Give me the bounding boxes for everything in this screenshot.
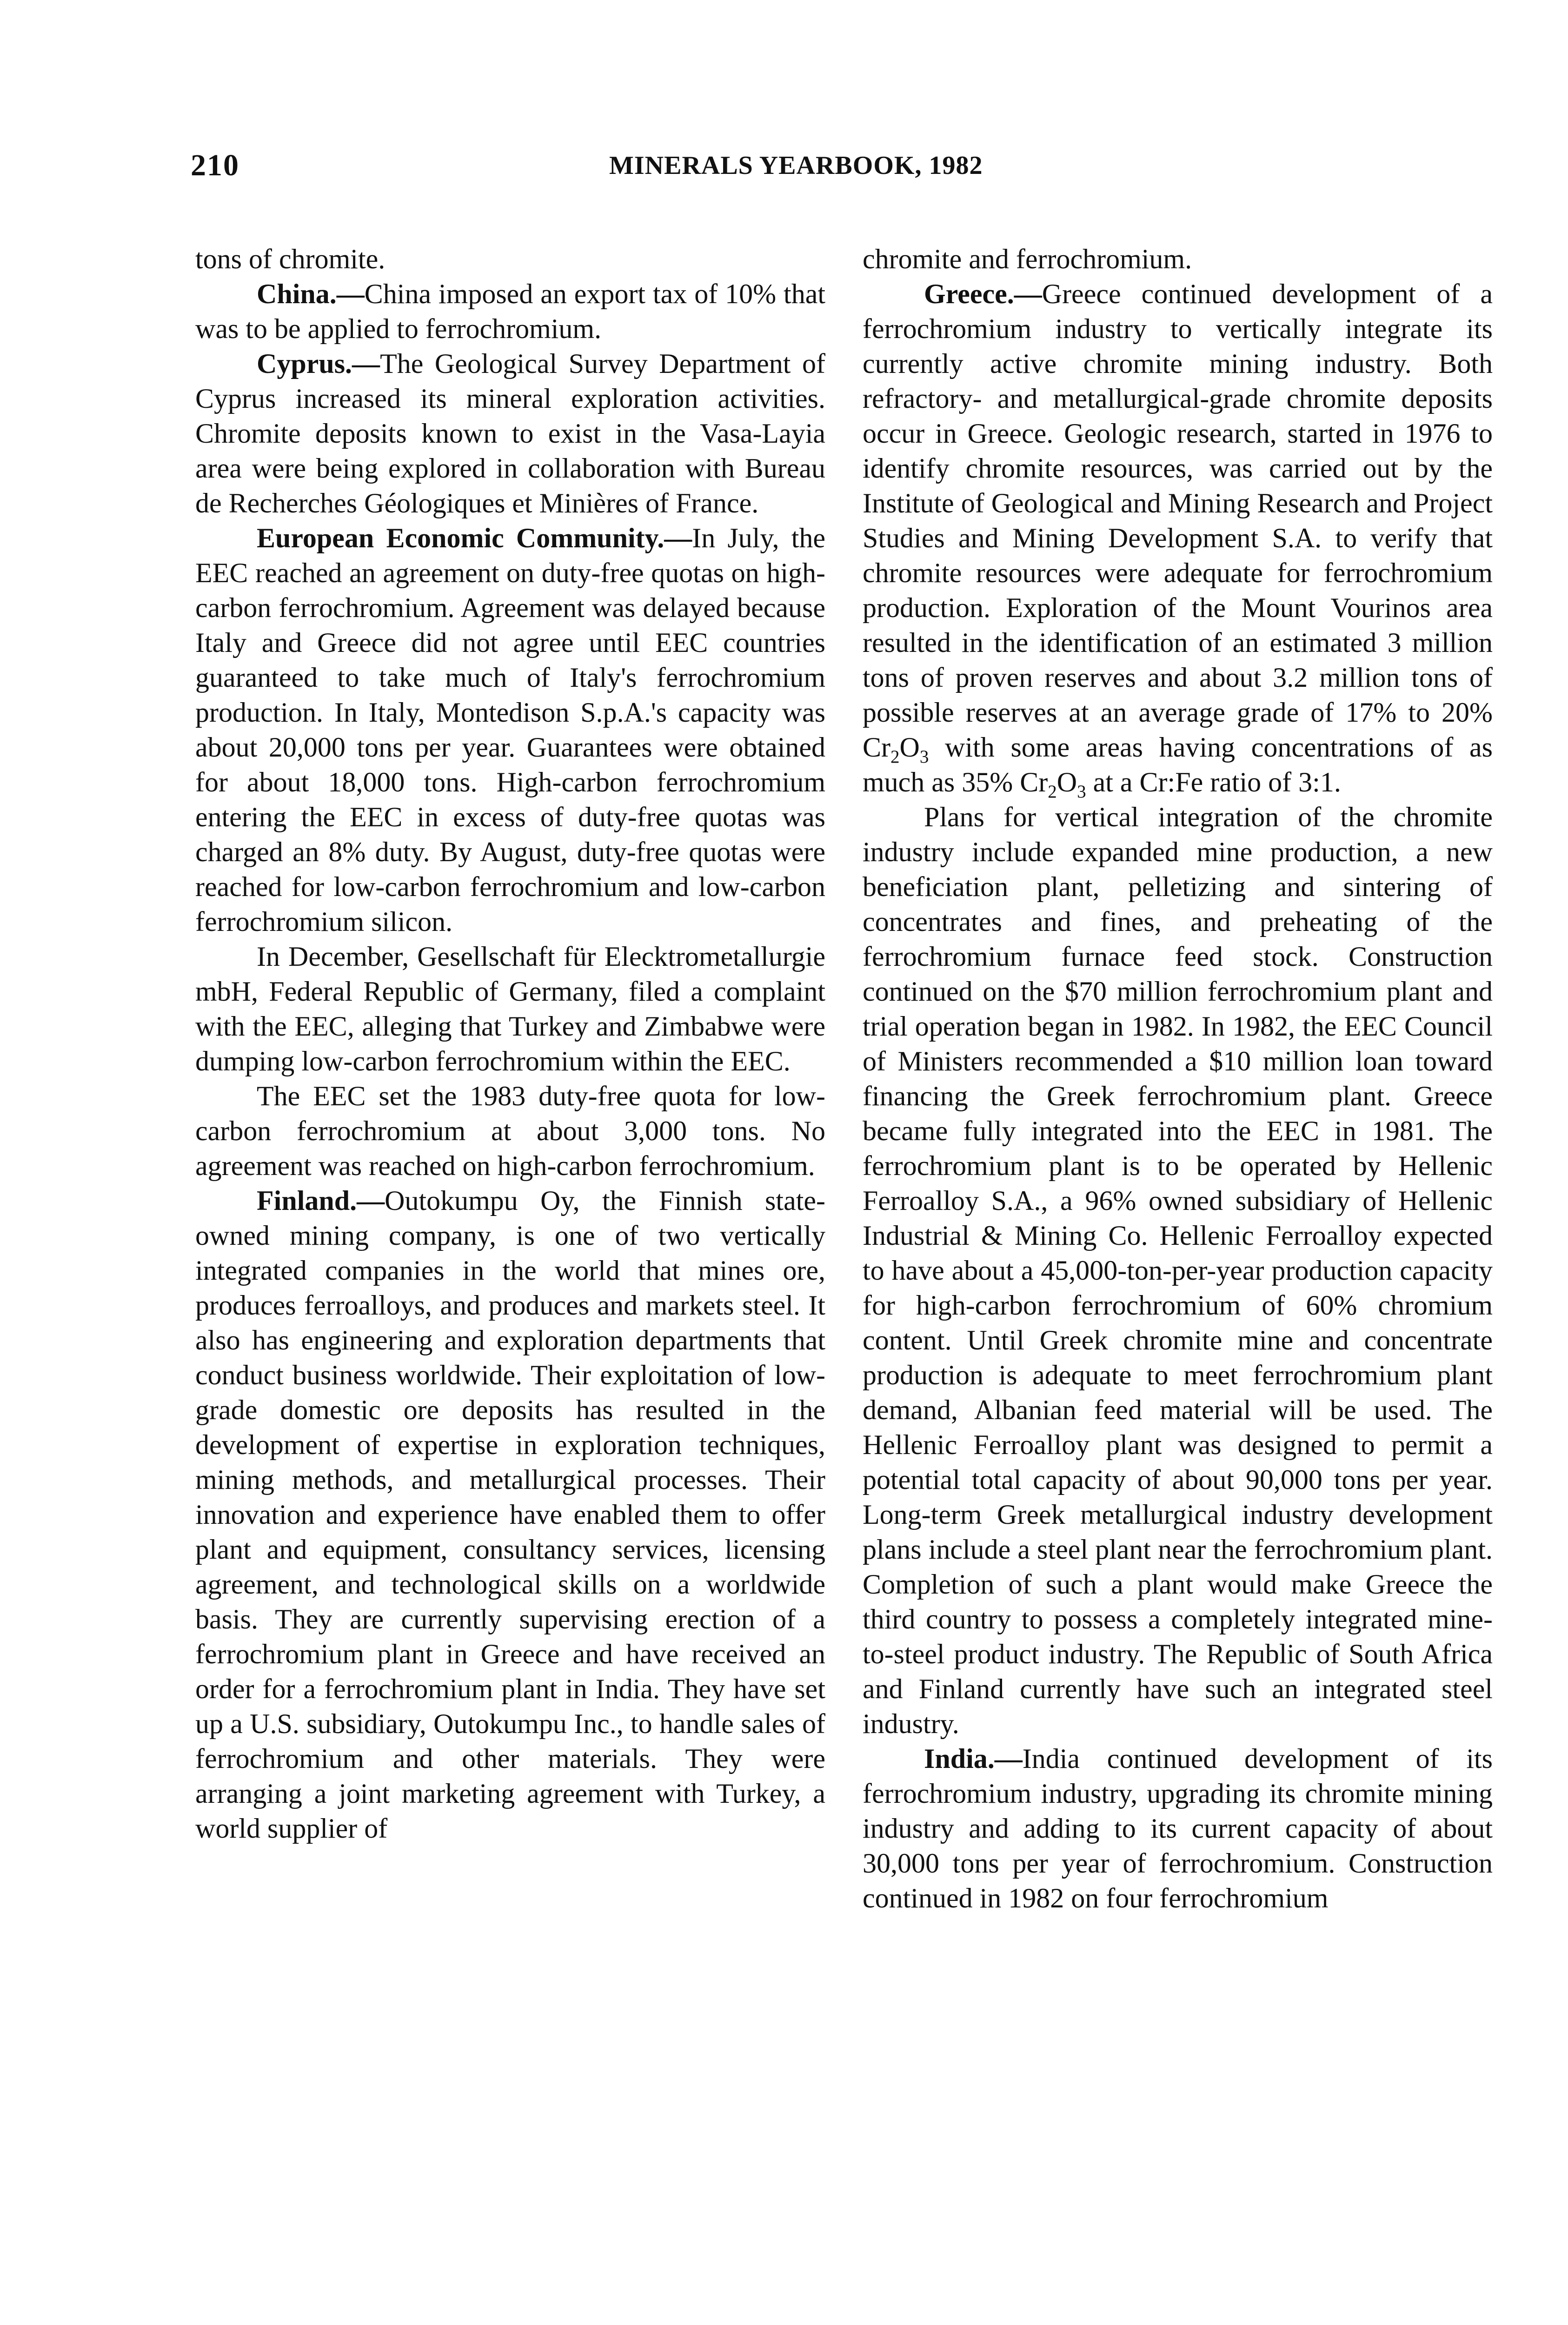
paragraph-china — [195, 277, 825, 346]
heading-greece: Greece.— — [924, 279, 1042, 309]
left-column — [195, 242, 825, 1846]
subscript-3: 3 — [1077, 782, 1086, 802]
paragraph-cyprus — [195, 346, 825, 521]
text-china: China imposed an export tax of 10% that was to be applied to ferrochromium. — [195, 279, 825, 344]
paragraph-greece — [863, 277, 1493, 800]
paragraph-eec-complaint: In December, Gesellschaft für Elecktrometallurgie mbH, Federal Republic of Germany, filed a complaint with the EEC, alleging that Turkey and Zimbabwe were dumping low-carbon ferrochromium within the EEC. — [195, 941, 825, 1076]
subscript-2: 2 — [890, 747, 900, 767]
paragraph-chromite-continuation: tons of chromite. — [195, 244, 385, 274]
text-greece-b: with some areas having concentrations of as much as 35% Cr — [863, 732, 1493, 797]
paragraph-turkey-continuation: chromite and ferrochromium. — [863, 244, 1192, 274]
oxide-o: O — [1056, 767, 1077, 797]
heading-india: India.— — [924, 1743, 1023, 1774]
text-greece-c: at a Cr:Fe ratio of 3:1. — [1086, 767, 1341, 797]
right-column — [863, 242, 1493, 1916]
paragraph-greece-plans: Plans for vertical integration of the chromite industry include expanded mine production, a new beneficiation plant, pelletizing and sintering of concentrates and fines, and preheating of the ferrochromium furnace feed stock. Construction continued on the $70 million ferrochromium plant and trial operation began in 1982. In 1982, the EEC Council of Ministers recommended a $10 million loan toward financing the Greek ferrochromium plant. Greece became fully integrated into the EEC in 1981. The ferrochromium plant is to be operated by Hellenic Ferroalloy S.A., a 96% owned subsidiary of Hellenic Industrial & Mining Co. Hellenic Ferroalloy expected to have about a 45,000-ton-per-year production capacity for high-carbon ferrochromium of 60% chromium content. Until Greek chromite mine and concentrate production is adequate to meet ferrochromium plant demand, Albanian feed material will be used. The Hellenic Ferroalloy plant was designed to permit a potential total capacity of about 90,000 tons per year. Long-term Greek metallurgical industry development plans include a steel plant near the ferrochromium plant. Completion of such a plant would make Greece the third country to possess a completely integrated mine-to-steel product industry. The Republic of South Africa and Finland currently have such an integrated steel industry. — [863, 802, 1493, 1739]
subscript-2: 2 — [1048, 782, 1057, 802]
page-number: 210 — [191, 148, 239, 182]
text-eec: In July, the EEC reached an agreement on duty-free quotas on high-carbon ferrochromium. Agreement was delayed because Italy and Greece did not agree until EEC countries guaranteed to take much of Italy's ferrochromium production. In Italy, Montedison S.p.A.'s capacity was about 20,000 tons per year. Guarantees were obtained for about 18,000 tons. High-carbon ferrochromium entering the EEC in excess of duty-free quotas was charged an 8% duty. By August, duty-free quotas were reached for low-carbon ferrochromium and low-carbon ferrochromium silicon. — [195, 523, 825, 937]
running-title: MINERALS YEARBOOK, 1982 — [609, 151, 983, 180]
paragraph-eec — [195, 521, 825, 939]
heading-eec: European Economic Community.— — [257, 523, 692, 553]
paragraph-eec-quota: The EEC set the 1983 duty-free quota for low-carbon ferrochromium at about 3,000 tons. No agreement was reached on high-carbon ferrochromium. — [195, 1081, 825, 1181]
text-finland: Outokumpu Oy, the Finnish state-owned mining company, is one of two vertically integrated companies in the world that mines ore, produces ferroalloys, and produces and markets steel. It also has engineering and exploration departments that conduct business worldwide. Their exploitation of low-grade domestic ore deposits has resulted in the development of expertise in exploration techniques, mining methods, and metallurgical processes. Their innovation and experience have enabled them to offer plant and equipment, consultancy services, licensing agreement, and technological skills on a worldwide basis. They are currently supervising erection of a ferrochromium plant in Greece and have received an order for a ferrochromium plant in India. They have set up a U.S. subsidiary, Outokumpu Inc., to handle sales of ferrochromium and other materials. They were arranging a joint marketing agreement with Turkey, a world supplier of — [195, 1185, 825, 1844]
page-header — [191, 148, 1483, 190]
heading-finland: Finland.— — [257, 1185, 385, 1216]
text-india: India continued development of its ferrochromium industry, upgrading its chromite mining industry and adding to its current capacity of about 30,000 tons per year of ferrochromium. Construction continued in 1982 on four ferrochromium — [863, 1743, 1493, 1913]
heading-cyprus: Cyprus.— — [257, 348, 380, 379]
paragraph-finland — [195, 1183, 825, 1846]
paragraph-india — [863, 1741, 1493, 1916]
oxide-o: O — [899, 732, 920, 763]
text-cyprus: The Geological Survey Department of Cyprus increased its mineral exploration activities. Chromite deposits known to exist in the Vasa-Layia area were being explored in collaboration with Bureau de Recherches Géologiques et Minières of France. — [195, 348, 825, 518]
text-greece-a: Greece continued development of a ferrochromium industry to vertically integrate its currently active chromite mining industry. Both refractory- and metallurgical-grade chromite deposits occur in Greece. Geologic research, started in 1976 to identify chromite resources, was carried out by the Institute of Geological and Mining Research and Project Studies and Mining Development S.A. to verify that chromite resources were adequate for ferrochromium production. Exploration of the Mount Vourinos area resulted in the identification of an estimated 3 million tons of proven reserves and about 3.2 million tons of possible reserves at an average grade of 17% to 20% Cr — [863, 279, 1493, 763]
heading-china: China.— — [257, 279, 365, 309]
subscript-3: 3 — [919, 747, 929, 767]
